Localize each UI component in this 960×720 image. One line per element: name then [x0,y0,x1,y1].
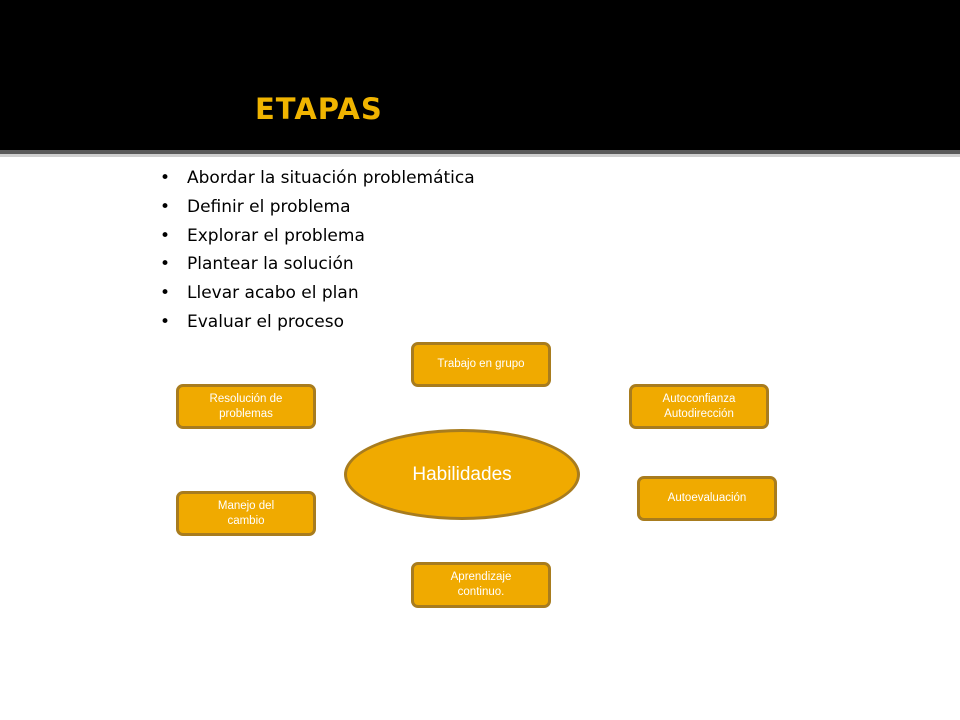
bullet-list [160,164,475,337]
skill-node-label: Resolución de [209,392,283,405]
skill-node-label: cambio [227,514,265,527]
slide-title: ETAPAS [255,92,383,126]
bullet-item: • Explorar el problema [160,222,475,251]
skill-node-trabajo-en-grupo [411,342,551,387]
skill-node-label: problemas [219,407,273,420]
bullet-item: • Plantear la solución [160,250,475,279]
skill-node-label: Autoconfianza [662,392,736,405]
skill-node-label: Autodirección [664,407,734,420]
skill-node-label: Manejo del [217,499,275,512]
skill-node-aprendizaje-continuo [411,562,551,608]
bullet-item: • Abordar la situación problemática [160,164,475,193]
skill-node-label: Trabajo en grupo [437,358,525,370]
skill-node-label: continuo. [457,586,505,598]
skill-node-resolucion-de-problemas [176,384,316,429]
header-bar [0,0,960,150]
skill-node-label: Aprendizaje [450,571,512,583]
bullet-item: • Llevar acabo el plan [160,279,475,308]
skill-node-label: Autoevaluación [667,492,747,504]
skill-node-autoevaluacion [637,476,777,521]
center-node-label: Habilidades [412,463,512,485]
header-divider-light [0,154,960,157]
bullet-item: • Evaluar el proceso [160,308,475,337]
skill-node-autoconfianza [629,384,769,429]
bullet-item: • Definir el problema [160,193,475,222]
skill-node-manejo-del-cambio [176,491,316,536]
center-node-habilidades [344,429,580,520]
